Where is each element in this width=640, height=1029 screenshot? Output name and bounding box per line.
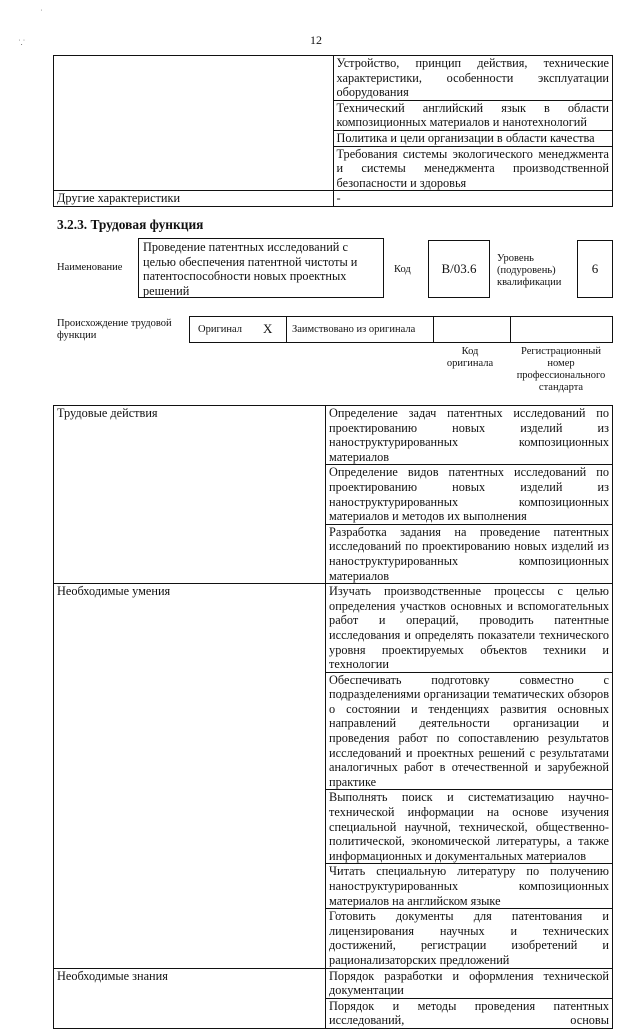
table-cell: Порядок и методы проведения патентных исследований, основы: [326, 998, 613, 1028]
divider: [433, 317, 434, 342]
table-row: [54, 191, 613, 207]
table-cell: Технический английский язык в области композиционных материалов и нанотехнологий: [333, 100, 613, 130]
level-value-box: 6: [577, 240, 613, 298]
original-mark: X: [263, 321, 273, 336]
table-cell: Читать специальную литературу по получению наноструктурированных композиционных материалов на английском языке: [326, 864, 613, 909]
original-label: Оригинал: [198, 324, 242, 335]
table-cell: Изучать производственные процессы с целью определения участков основных и вспомогательных работ и операций, проводить патентные исследования и определять показатели технического уровня проектируемых объектов техники и технологии: [326, 584, 613, 673]
table-row: [54, 584, 613, 673]
code-original-label: Код оригинала: [446, 346, 494, 369]
name-label: Наименование: [57, 262, 123, 273]
margin-mark: ˙.˙: [18, 38, 26, 47]
table-cell: Готовить документы для патентования и лицензирования научных и технических достижений, регистрации изобретений и рационализаторских предложений: [326, 909, 613, 968]
knowledge-continuation-table: [53, 55, 613, 207]
table-row: [54, 56, 613, 101]
margin-mark: ˙: [40, 8, 43, 17]
table-cell: Устройство, принцип действия, технические характеристики, особенности эксплуатации оборудования: [333, 56, 613, 101]
code-label: Код: [394, 264, 411, 275]
table-cell: Выполнять поиск и систематизацию научно-технической информации на основе изучения специальной научной, технической, общественно-политической, экономической литературы, а также информационных и документальных материалов: [326, 790, 613, 864]
borrowed-label: Заимствовано из оригинала: [292, 324, 416, 335]
table-cell: Обеспечивать подготовку совместно с подразделениями организации тематических обзоров о состоянии и тенденциях развития основных направлений деятельности организации и проведения работ по сопоставлению результатов исследований и проектных решений с результатами аналогичных работ в отечественной и зарубежной практике: [326, 672, 613, 790]
divider: [510, 317, 511, 342]
row-label: Другие характеристики: [54, 191, 334, 207]
table-cell: Требования системы экологического менеджмента и системы менеджмента производственной безопасности и здоровья: [333, 146, 613, 191]
function-name-box: Проведение патентных исследований с целью обеспечения патентной чистоты и патентоспособности новых проектных решений: [138, 238, 384, 298]
table-row: [54, 406, 613, 465]
table-cell: Политика и цели организации в области качества: [333, 130, 613, 146]
origin-label: Происхождение трудовой функции: [57, 318, 172, 341]
section-title: 3.2.3. Трудовая функция: [57, 217, 204, 232]
code-value-box: B/03.6: [428, 240, 490, 298]
table-cell: Порядок разработки и оформления технической документации: [326, 968, 613, 998]
labor-function-table: [53, 405, 613, 1029]
table-cell: Разработка задания на проведение патентных исследований по проектированию новых изделий из наноструктурированных композиционных материалов: [326, 524, 613, 583]
table-row: [54, 968, 613, 998]
reg-number-label: Регистрационный номер профессионального стандарта: [516, 346, 606, 393]
row-label: Трудовые действия: [54, 406, 326, 584]
row-label: Необходимые знания: [54, 968, 326, 1028]
level-label: Уровень (подуровень) квалификации: [497, 253, 562, 288]
table-cell: Определение задач патентных исследований по проектированию новых изделий из наноструктурированных композиционных материалов: [326, 406, 613, 465]
row-label: [54, 56, 334, 191]
divider: [286, 317, 287, 342]
table-cell: Определение видов патентных исследований по проектированию новых изделий из наноструктурированных композиционных материалов и методов их выполнения: [326, 465, 613, 524]
table-cell: -: [333, 191, 613, 207]
page-number: 12: [310, 33, 322, 47]
origin-box: [189, 316, 613, 343]
row-label: Необходимые умения: [54, 584, 326, 968]
